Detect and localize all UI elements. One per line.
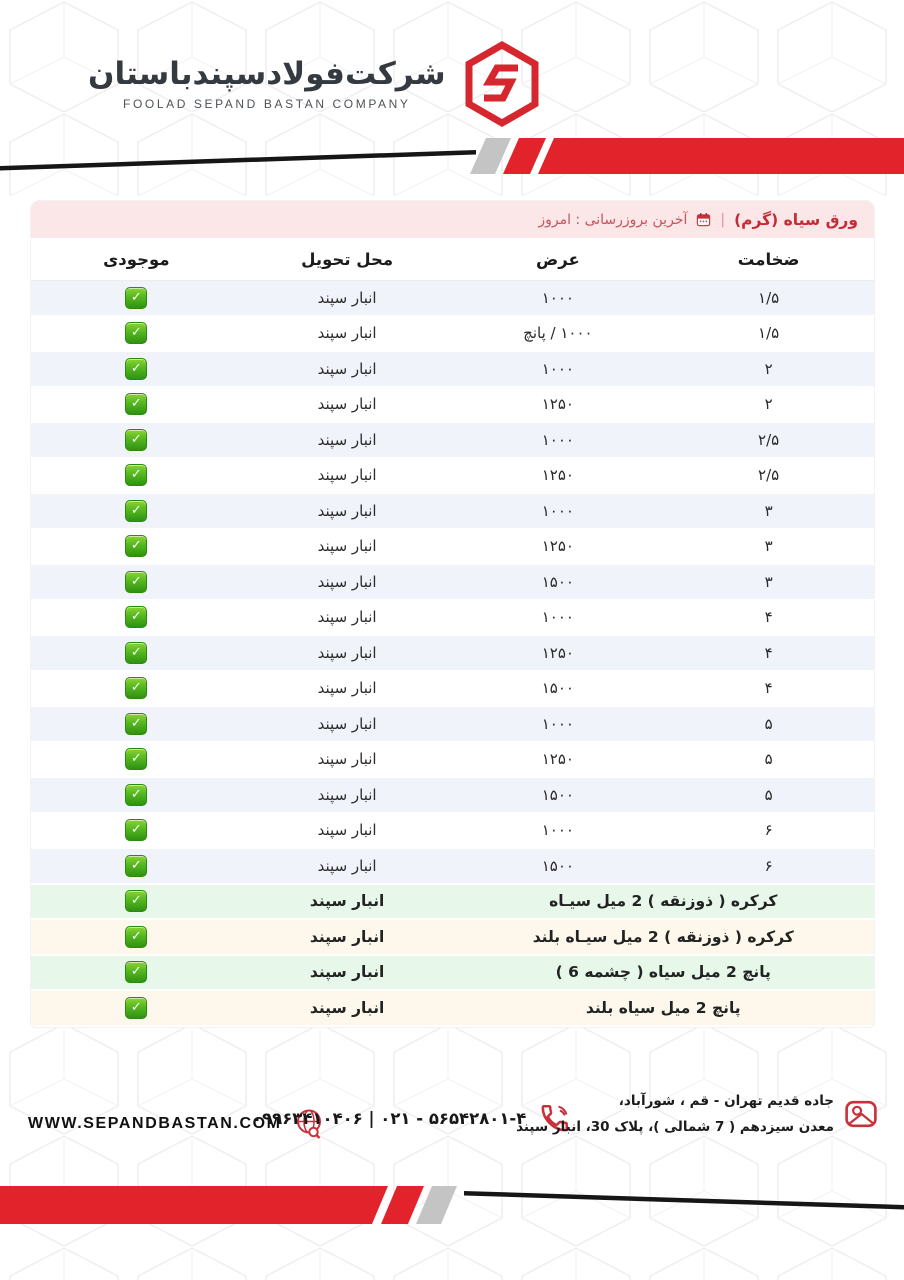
availability-cell — [31, 535, 242, 557]
thickness-cell: ۳ — [764, 537, 773, 556]
logo-hexagon-icon — [462, 40, 542, 128]
check-icon: ✓ — [125, 571, 147, 593]
bottom-ribbon-black-line — [464, 1191, 904, 1210]
delivery-cell: انبار سپند — [317, 572, 377, 591]
table-row — [31, 814, 874, 850]
company-name-fa: شرکت‌فولادسپندباستان — [88, 55, 446, 92]
check-icon: ✓ — [125, 464, 147, 486]
table-row — [31, 281, 874, 317]
check-icon: ✓ — [125, 358, 147, 380]
table-row — [31, 352, 874, 388]
check-icon: ✓ — [125, 713, 147, 735]
availability-cell — [31, 819, 242, 841]
width-cell: ۱۵۰۰ — [541, 679, 574, 698]
company-name-en: FOOLAD SEPAND BASTAN COMPANY — [123, 97, 411, 112]
table-row — [31, 459, 874, 495]
check-icon: ✓ — [125, 890, 147, 912]
availability-cell — [31, 393, 242, 415]
table-title-bar — [31, 201, 874, 238]
check-icon: ✓ — [125, 677, 147, 699]
table-row — [31, 778, 874, 814]
width-cell: ۱۲۵۰ — [541, 466, 574, 485]
width-cell: ۱۵۰۰ — [541, 785, 574, 804]
check-icon: ✓ — [125, 961, 147, 983]
top-ribbon-black-line — [0, 150, 476, 171]
width-cell: ۱۵۰۰ — [541, 856, 574, 875]
thickness-cell: ۴ — [764, 608, 773, 627]
width-cell: ۱۰۰۰ — [541, 501, 574, 520]
table-header-row — [31, 238, 874, 281]
delivery-cell: انبار سپند — [317, 750, 377, 769]
width-cell: ۱۲۵۰ — [541, 537, 574, 556]
check-icon: ✓ — [125, 855, 147, 877]
table-row — [31, 601, 874, 637]
delivery-cell: انبار سپند — [309, 998, 385, 1017]
width-cell: ۱۰۰۰ — [541, 359, 574, 378]
table-row — [31, 672, 874, 708]
product-name-cell: کرکره ( ذوزنقه ) 2 میل سیـاه بلند — [532, 927, 794, 946]
check-icon: ✓ — [125, 819, 147, 841]
delivery-cell: انبار سپند — [317, 288, 377, 307]
table-row — [31, 423, 874, 459]
address-line-2: معدن سیزدهم ( 7 شمالی )، پلاک 30، انبار سپند — [516, 1119, 834, 1136]
delivery-cell: انبار سپند — [317, 395, 377, 414]
width-cell: ۱۰۰۰ — [541, 608, 574, 627]
product-name-cell: پانچ 2 میل سیاه ( چشمه 6 ) — [555, 963, 771, 982]
availability-cell — [31, 322, 242, 344]
delivery-cell: انبار سپند — [317, 785, 377, 804]
table-body — [31, 281, 874, 1027]
table-row — [31, 849, 874, 885]
thickness-cell: ۴ — [764, 679, 773, 698]
availability-cell — [31, 429, 242, 451]
delivery-cell: انبار سپند — [317, 501, 377, 520]
table-row — [31, 317, 874, 353]
availability-cell — [31, 855, 242, 877]
check-icon: ✓ — [125, 500, 147, 522]
availability-cell — [31, 677, 242, 699]
column-header-width: عرض — [536, 249, 580, 269]
availability-cell — [31, 500, 242, 522]
delivery-cell: انبار سپند — [317, 714, 377, 733]
thickness-cell: ۲/۵ — [758, 430, 780, 449]
availability-cell — [31, 571, 242, 593]
column-header-thickness: ضخامت — [737, 249, 800, 269]
calendar-icon — [696, 212, 711, 227]
price-table — [30, 200, 875, 1028]
bottom-ribbon-thin-red-stripe — [381, 1186, 424, 1224]
availability-cell — [31, 784, 242, 806]
thickness-cell: ۳ — [764, 501, 773, 520]
delivery-cell: انبار سپند — [317, 466, 377, 485]
table-row-special — [31, 956, 874, 992]
table-row — [31, 565, 874, 601]
delivery-cell: انبار سپند — [317, 643, 377, 662]
availability-cell — [31, 464, 242, 486]
check-icon: ✓ — [125, 784, 147, 806]
website-url: WWW.SEPANDBASTAN.COM — [28, 1115, 282, 1132]
check-icon: ✓ — [125, 926, 147, 948]
availability-cell — [31, 997, 242, 1019]
table-row — [31, 388, 874, 424]
delivery-cell: انبار سپند — [317, 856, 377, 875]
company-logo — [88, 40, 542, 128]
delivery-cell: انبار سپند — [317, 608, 377, 627]
table-title: ورق سیاه (گرم) — [734, 210, 858, 229]
width-cell: ۱۰۰۰ — [541, 821, 574, 840]
last-update-label: آخرین بروزرسانی : امروز — [538, 211, 688, 228]
thickness-cell: ۲/۵ — [758, 466, 780, 485]
width-cell: ۱۰۰۰ — [541, 288, 574, 307]
check-icon: ✓ — [125, 642, 147, 664]
hex-pattern-background-bottom — [0, 1022, 904, 1280]
thickness-cell: ۲ — [764, 359, 773, 378]
top-ribbon-thin-red-stripe — [503, 138, 546, 174]
check-icon: ✓ — [125, 606, 147, 628]
thickness-cell: ۱/۵ — [758, 324, 780, 343]
width-cell: ۱۰۰۰ — [541, 430, 574, 449]
check-icon: ✓ — [125, 393, 147, 415]
table-row — [31, 707, 874, 743]
availability-cell — [31, 606, 242, 628]
check-icon: ✓ — [125, 429, 147, 451]
column-header-delivery: محل تحویل — [301, 249, 394, 269]
width-cell: ۱۲۵۰ — [541, 643, 574, 662]
delivery-cell: انبار سپند — [317, 359, 377, 378]
bottom-ribbon-gray-stripe — [416, 1186, 457, 1224]
thickness-cell: ۳ — [764, 572, 773, 591]
width-cell: ۱۰۰۰ — [541, 714, 574, 733]
width-cell: ۱۵۰۰ — [541, 572, 574, 591]
check-icon: ✓ — [125, 322, 147, 344]
availability-cell — [31, 890, 242, 912]
width-cell: ۱۲۵۰ — [541, 750, 574, 769]
table-row — [31, 636, 874, 672]
delivery-cell: انبار سپند — [309, 927, 385, 946]
table-row — [31, 743, 874, 779]
availability-cell — [31, 713, 242, 735]
availability-cell — [31, 926, 242, 948]
width-cell: ۱۰۰۰ / پانچ — [523, 324, 593, 343]
delivery-cell: انبار سپند — [317, 430, 377, 449]
check-icon: ✓ — [125, 997, 147, 1019]
footer-address-group — [516, 1088, 878, 1141]
check-icon: ✓ — [125, 287, 147, 309]
bottom-ribbon-red-band — [0, 1186, 388, 1224]
address-line-1: جاده قدیم تهران - قم ، شورآباد، — [618, 1093, 834, 1109]
table-row — [31, 494, 874, 530]
width-cell: ۱۲۵۰ — [541, 395, 574, 414]
table-row-special — [31, 885, 874, 921]
delivery-cell: انبار سپند — [309, 892, 385, 911]
availability-cell — [31, 358, 242, 380]
thickness-cell: ۵ — [764, 714, 773, 733]
top-ribbon — [0, 132, 904, 180]
thickness-cell: ۶ — [764, 821, 773, 840]
thickness-cell: ۱/۵ — [758, 288, 780, 307]
check-icon: ✓ — [125, 535, 147, 557]
title-separator: | — [720, 211, 726, 228]
availability-cell — [31, 748, 242, 770]
delivery-cell: انبار سپند — [317, 324, 377, 343]
availability-cell — [31, 961, 242, 983]
thickness-cell: ۵ — [764, 785, 773, 804]
delivery-cell: انبار سپند — [317, 679, 377, 698]
thickness-cell: ۶ — [764, 856, 773, 875]
bottom-ribbon — [0, 1182, 904, 1230]
delivery-cell: انبار سپند — [309, 963, 385, 982]
check-icon: ✓ — [125, 748, 147, 770]
map-location-icon — [844, 1098, 878, 1130]
delivery-cell: انبار سپند — [317, 537, 377, 556]
availability-cell — [31, 287, 242, 309]
table-row-special — [31, 920, 874, 956]
delivery-cell: انبار سپند — [317, 821, 377, 840]
product-name-cell: پانچ 2 میل سیاه بلند — [585, 998, 741, 1017]
column-header-availability: موجودی — [103, 249, 170, 269]
top-ribbon-red-band — [538, 138, 904, 174]
availability-cell — [31, 642, 242, 664]
product-name-cell: کرکره ( ذوزنقه ) 2 میل سیـاه — [549, 892, 778, 911]
phone-numbers: ۰۹۹۶۳۴۱۰۴۰۶ | ۰۲۱ - ۵۶۵۴۲۸۰۱-۴ — [252, 1109, 527, 1128]
thickness-cell: ۵ — [764, 750, 773, 769]
top-ribbon-gray-stripe — [470, 138, 511, 174]
table-row-special — [31, 991, 874, 1027]
table-row — [31, 530, 874, 566]
thickness-cell: ۲ — [764, 395, 773, 414]
thickness-cell: ۴ — [764, 643, 773, 662]
